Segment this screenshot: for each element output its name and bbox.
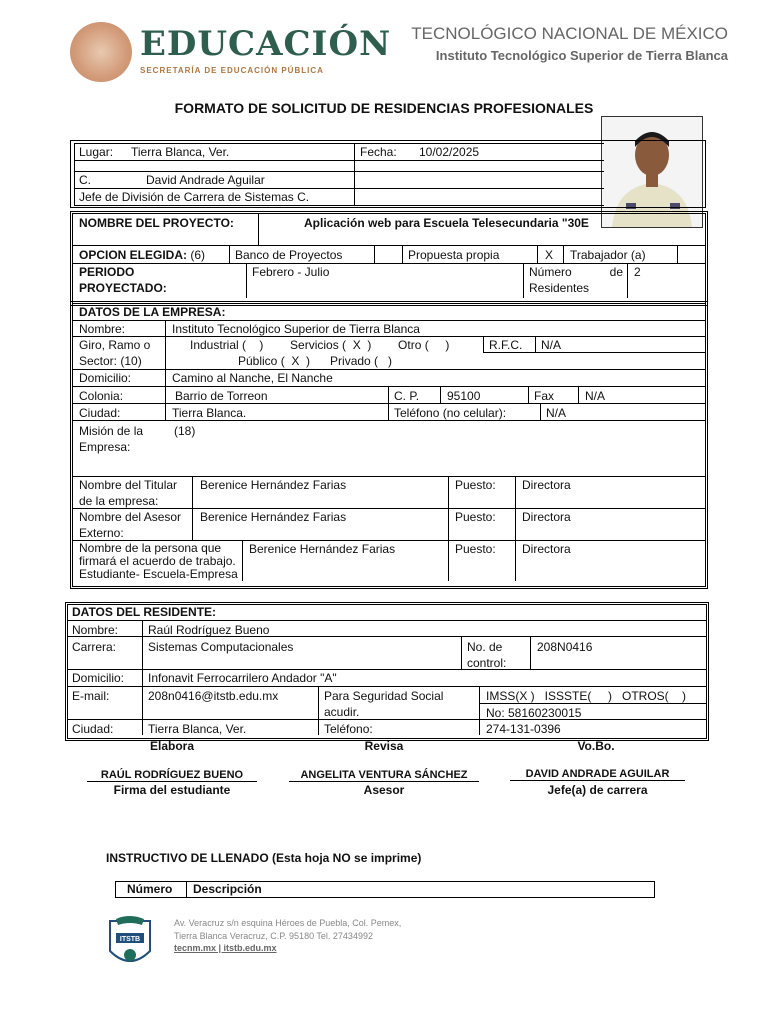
option-banco: Banco de Proyectos (235, 248, 343, 262)
periodo-value: Febrero - Julio (252, 265, 330, 279)
asesor-puesto: Directora (522, 510, 571, 524)
titular-puesto: Directora (522, 478, 571, 492)
giro-options-1: Industrial ( ) Servicios ( X ) Otro ( ) (190, 338, 450, 352)
cp-value: 95100 (447, 389, 481, 403)
empresa-tel-label: Teléfono (no celular): (394, 406, 507, 420)
seguridad-options: IMSS(X ) ISSSTE( ) OTROS( ) (486, 689, 687, 703)
footer-address-2: Tierra Blanca Veracruz, C.P. 95180 Tel. 27434992 (174, 931, 373, 941)
empresa-domicilio: Camino al Nanche, El Nanche (172, 371, 333, 385)
project-name-label: NOMBRE DEL PROYECTO: (79, 216, 234, 230)
itstb-logo-text: ITSTB (119, 936, 141, 943)
jefe-signature-name: DAVID ANDRADE AGUILAR (510, 768, 685, 781)
document-title: FORMATO DE SOLICITUD DE RESIDENCIAS PROFESIONALES (174, 100, 594, 116)
titular-name: Berenice Hernández Farias (200, 478, 347, 492)
asesor-puesto-label: Puesto: (455, 510, 496, 524)
estudiante-signature-role: Firma del estudiante (113, 783, 231, 797)
empresa-nombre: Instituto Tecnológico Superior de Tierra Blanca (172, 322, 420, 336)
itstb-footer-logo (106, 915, 154, 971)
empresa-ciudad: Tierra Blanca. (172, 406, 247, 420)
lugar-value: Tierra Blanca, Ver. (131, 145, 230, 159)
elabora-label: Elabora (149, 739, 194, 753)
fecha-value: 10/02/2025 (419, 145, 480, 159)
periodo-label: PERIODO PROYECTADO: (79, 265, 167, 295)
control-value: 208N0416 (537, 640, 593, 654)
itstb-shield-icon (106, 915, 154, 971)
empresa-section-title: DATOS DE LA EMPRESA: (79, 305, 226, 319)
colonia-label: Colonia: (79, 389, 124, 403)
email-value: 208n0416@itstb.edu.mx (148, 689, 279, 703)
empresa-domicilio-label: Domicilio: (79, 371, 132, 385)
asesor-signature-role: Asesor (363, 783, 405, 797)
col-numero: Número (127, 882, 173, 896)
vobo-label: Vo.Bo. (577, 739, 615, 753)
cp-label: C. P. (394, 389, 420, 403)
titular-puesto-label: Puesto: (455, 478, 496, 492)
residente-domicilio: Infonavit Ferrocarrilero Andador "A" (148, 671, 337, 685)
carrera-value: Sistemas Computacionales (148, 640, 294, 654)
num-residentes-value: 2 (634, 265, 641, 279)
option-selected-mark: X (545, 248, 554, 262)
firmante-puesto-label: Puesto: (455, 542, 496, 556)
firmante-name: Berenice Hernández Farias (249, 542, 396, 556)
seguridad-number: No: 58160230015 (486, 706, 582, 720)
footer-address-1: Av. Veracruz s/n esquina Héroes de Puebla, Col. Pemex, (174, 918, 402, 928)
residente-tel: 274-131-0396 (486, 722, 561, 736)
rfc-label: R.F.C. (489, 338, 523, 352)
asesor-externo-name: Berenice Hernández Farias (200, 510, 347, 524)
num-residentes-label: Número de Residentes (529, 265, 623, 295)
colonia-value: Barrio de Torreon (175, 389, 268, 403)
jefe-signature-role: Jefe(a) de carrera (547, 783, 648, 797)
titular-label: Nombre del Titular de la empresa: (79, 478, 178, 508)
residente-section-title: DATOS DEL RESIDENTE: (72, 605, 217, 619)
firmante-label: Nombre de la persona que firmará el acuerdo de trabajo. Estudiante- Escuela-Empresa (79, 541, 238, 581)
instructivo-title: INSTRUCTIVO DE LLENADO (Esta hoja NO se imprime) (106, 851, 422, 865)
asesor-signature-name: ANGELITA VENTURA SÁNCHEZ (289, 769, 479, 782)
jefe-title: Jefe de División de Carrera de Sistemas C. (79, 190, 310, 204)
fax-value: N/A (585, 389, 606, 403)
revisa-label: Revisa (364, 739, 404, 753)
empresa-nombre-label: Nombre: (79, 322, 126, 336)
sep-subtitle: SECRETARÍA DE EDUCACIÓN PÚBLICA (140, 66, 324, 75)
c-label: C. (79, 173, 91, 187)
opcion-elegida: OPCION ELEGIDA: (6) (79, 248, 206, 262)
option-trabajador: Trabajador (a) (570, 248, 646, 262)
educacion-logo-text: EDUCACIÓN (140, 24, 392, 64)
residente-ciudad-label: Ciudad: (72, 722, 114, 736)
firmante-puesto: Directora (522, 542, 571, 556)
sep-seal-logo (70, 22, 132, 82)
institute-title: Instituto Tecnológico Superior de Tierra Blanca (435, 48, 728, 63)
carrera-label: Carrera: (72, 640, 117, 654)
giro-options-2: Público ( X ) Privado ( ) (238, 354, 393, 368)
residente-tel-label: Teléfono: (324, 722, 373, 736)
rfc-value: N/A (541, 338, 562, 352)
col-descripcion: Descripción (193, 882, 262, 896)
empresa-ciudad-label: Ciudad: (79, 406, 121, 420)
fax-label: Fax (534, 389, 555, 403)
empresa-tel: N/A (546, 406, 567, 420)
fecha-label: Fecha: (360, 145, 397, 159)
footer-links[interactable]: tecnm.mx | itstb.edu.mx (174, 943, 277, 953)
control-label: No. de control: (467, 640, 507, 670)
lugar-label: Lugar: (79, 145, 114, 159)
estudiante-signature-name: RAÚL RODRÍGUEZ BUENO (87, 769, 257, 782)
email-label: E-mail: (72, 689, 110, 703)
jefe-name: David Andrade Aguilar (146, 173, 265, 187)
project-name: Aplicación web para Escuela Telesecundaria "30E (304, 216, 589, 230)
residente-nombre: Raúl Rodríguez Bueno (148, 623, 270, 637)
seguridad-label: Para Seguridad Social acudir. (324, 689, 444, 719)
mision-value: (18) (174, 424, 196, 438)
option-propuesta: Propuesta propia (408, 248, 500, 262)
asesor-externo-label: Nombre del Asesor Externo: (79, 510, 182, 540)
residente-ciudad: Tierra Blanca, Ver. (148, 722, 247, 736)
mision-label: Misión de la Empresa: (79, 424, 144, 454)
residente-domicilio-label: Domicilio: (72, 671, 125, 685)
giro-label: Giro, Ramo o Sector: (10) (79, 338, 151, 368)
tecnm-title: TECNOLÓGICO NACIONAL DE MÉXICO (411, 24, 728, 43)
residente-nombre-label: Nombre: (72, 623, 119, 637)
